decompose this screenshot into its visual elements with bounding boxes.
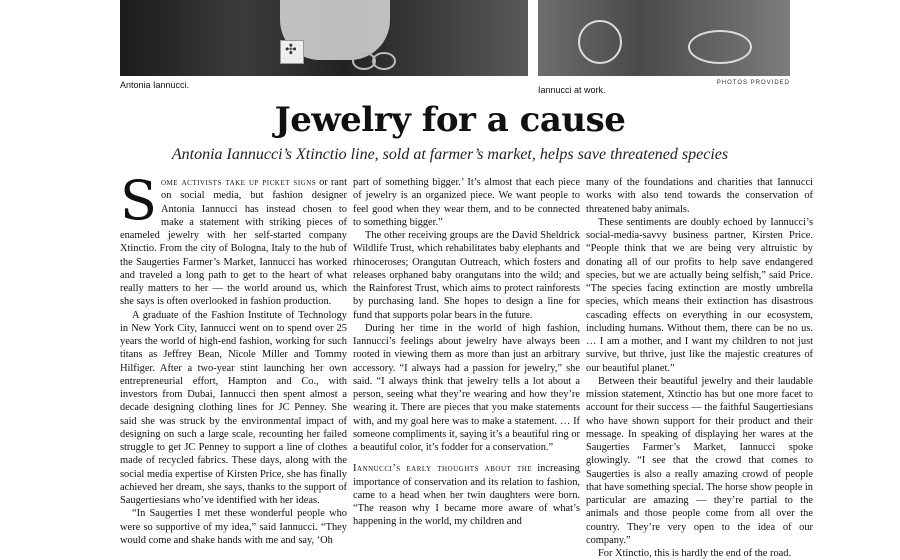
paragraph-text: increasing importance of conservation and its relation to fashion, came to a head when her twin daughters were born. “The reason why I became more aware of what’s happening in the world, my children and [353, 463, 580, 528]
photo-iannucci-at-work [538, 0, 790, 76]
paragraph: These sentiments are doubly echoed by Iannucci’s social-media-savvy business partner, Kirsten Price. “People think that we are being very altruistic by donating all of our profits to help save endangered species, but we are actually being selfish,” said Price. “The species facing extinction are mostly umbrella species, which means their extinction has disastrous cascading effects on everything in our ecosystem, including humans. Without them, there can be no us. … I am a mother, and I want my children to not just survive, but thrive, just like the majestic creatures of our beautiful planet.” [586, 216, 813, 374]
paragraph: many of the foundations and charities that Iannucci works with also tend towards the conservation of threatened baby animals. [586, 177, 813, 215]
paragraph-text: or rant on social media, but fashion designer Antonia Iannucci has instead chosen to make a statement with striking pieces of enameled jewelry with her self-started company Xtinctio. From the city of Bologna, Italy to the hub of the Saugerties Farmer’s Market, Iannucci has worked and traveled a long path to get to the heart of what really matters to her — the world around us, which she says is often overlooked in fashion production. [120, 177, 347, 308]
photo-caption-left: Antonia Iannucci. [120, 80, 190, 90]
article-column-1 [120, 169, 347, 547]
paragraph: During her time in the world of high fashion, Iannucci’s feelings about jewelry have always been rooted in viewing them as more than just an arbitrary accessory. “I always had a passion for jewelry,” she said. “I always think that jewelry tells a lot about a person, seeing what they’re wearing and how they’re wearing it. There are pieces that you make statements with, and my goal here was to make a statement. … If someone compliments it, saying it’s a beautiful ring or a beautiful color, it’s fodder for a conservation.” [353, 322, 580, 453]
paragraph [353, 462, 580, 528]
photo-ring [372, 52, 396, 70]
drop-cap: S [120, 169, 157, 232]
lead-in: ome activists take up picket signs [161, 177, 317, 188]
subheadline: Antonia Iannucci’s Xtinctio line, sold at farmer’s market, helps save threatened species [171, 146, 729, 163]
section-lead-in: Iannucci’s early thoughts about the [353, 463, 533, 475]
photo-enamel-tile [280, 40, 304, 64]
photo-caption-right: Iannucci at work. [538, 85, 606, 95]
paragraph: Between their beautiful jewelry and their laudable mission statement, Xtinctio has but one more facet to account for their success — the faithful Saugertiesians who have shown support for their product and their message. In speaking of displaying her wares at the Saugerties Farmer’s Market, Iannucci spoke glowingly. “I see that the crowd that comes to Saugerties is also a really amazing crowd of people that have something special. The horse show people in particular are amazing — they’re partial to the animals and those people come from all over the country. They’re very open to the idea of our company.” [586, 375, 813, 546]
photo-antonia-iannucci [120, 0, 528, 76]
paragraph: “In Saugerties I met these wonderful people who were so supportive of my idea,” said Iannucci. “They would come and shake hands with me and say, ‘Oh [120, 508, 347, 546]
paragraph: part of something bigger.’ It’s almost that each piece of jewelry is an organized piece. We want people to feel good when they wear them, and to be connected to something bigger.” [353, 177, 580, 228]
paragraph: The other receiving groups are the David Sheldrick Wildlife Trust, which rehabilitates baby elephants and rhinoceroses; Orangutan Outreach, which fosters and releases orphaned baby orangutans into the wild; and the Rainforest Trust, which aims to protect rainforests by purchasing land. She hopes to design a line for fund that supports polar bears in the future. [353, 230, 580, 321]
paragraph [120, 169, 347, 309]
paragraph: For Xtinctio, this is hardly the end of the road. [598, 548, 792, 559]
article-column-2 [353, 176, 580, 529]
photo-wire-coil [578, 20, 622, 64]
paragraph: A graduate of the Fashion Institute of Technology in New York City, Iannucci went on to spend over 25 years the world of high-end fashion, working for such titans as Jeffrey Bean, Nicole Miller and Tommy Hilfiger. After a two-year stint launching her own entrepreneurial effort, Hampton and Co., with investors from Dubai, Iannucci then spent almost a decade designing clothing lines for JC Penney. She said she was struck by the environmental impact of designing on such a large scale, recounting her failed struggle to get JC Penney to support a line of clothes made of recycled fabrics. These days, along with the social media expertise of Kirsten Price, she has finally achieved her dream, she says, thanks to the support of Saugertiesians who’ve identified with her ideas. [120, 309, 347, 506]
article-column-3 [586, 176, 813, 560]
headline: Jewelry for a cause [274, 100, 626, 140]
photo-credit: PHOTOS PROVIDED [716, 80, 790, 86]
photo-wire-coil [688, 30, 752, 64]
